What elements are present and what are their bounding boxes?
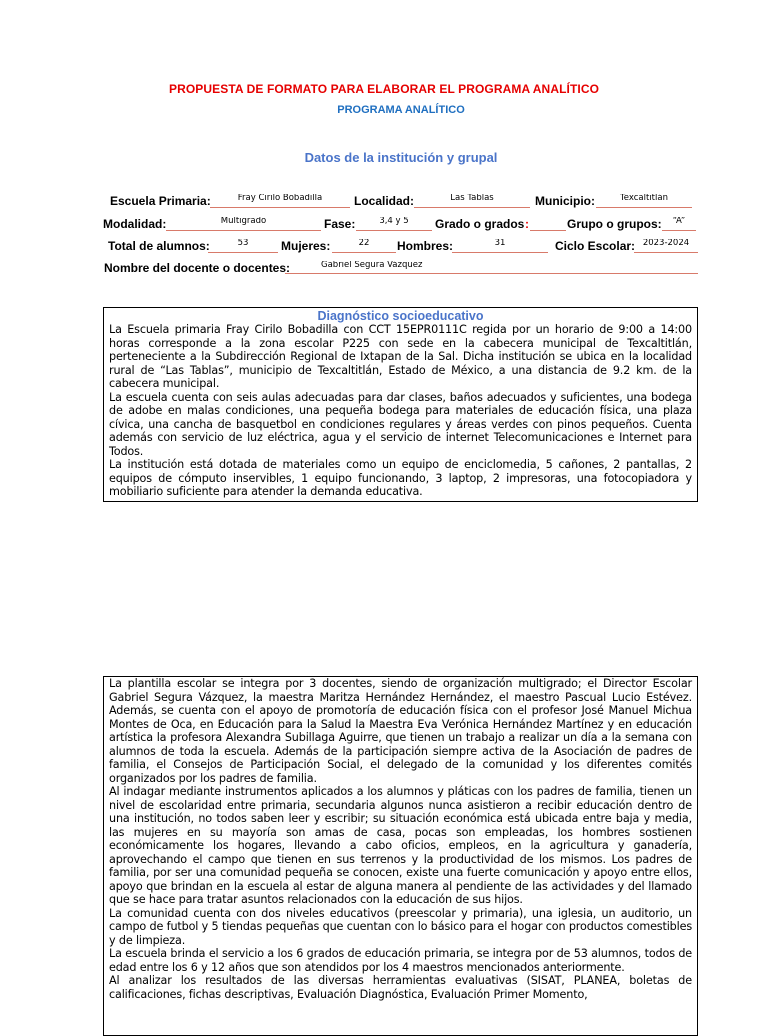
diagnostico-paragraph: La escuela cuenta con seis aulas adecuadas para dar clases, baños adecuados y suficientes, una bodega de adobe en malas condiciones, una pequeña bodega para materiales de educación física, una plaza cívica, una cancha de basquetbol en condiciones regulares y áreas verdes con pinos pequeños. Cuenta además con servicio de luz eléctrica, agua y el servicio de internet Telecomunicaciones e Internet para Todos. <box>109 390 692 458</box>
section-heading: Datos de la institución y grupal <box>304 150 498 165</box>
hombres-field[interactable]: 31 <box>452 239 548 253</box>
municipio-label: Municipio: <box>535 194 595 208</box>
continuacion-paragraph: Al indagar mediante instrumentos aplicados a los alumnos y pláticas con los padres de familia, tienen un nivel de escolaridad entre primaria, secundaria algunos nunca asistieron a recibir educación dentro de una institución, no todos saben leer y escribir; su situación económica está ubicada entre baja y media, las mujeres en su mayoría son amas de casa, pocas son empleadas, los hombres sostienen económicamente los hogares, llevando a cabo oficios, empleos, en la agricultura y ganadería, aprovechando el campo que tienen en sus terrenos y la productividad de los mismos. Los padres de familia, por ser una comunidad pequeña se conocen, existe una fuerte comunicación y apoyo entre ellos, apoyo que brindan en la escuela al estar de alguna manera al pendiente de las actividades y del llamado que se hace para tratar asuntos relacionados con la educación de sus hijos. <box>109 785 692 906</box>
diagnostico-title: Diagnóstico socioeducativo <box>317 309 484 323</box>
grado-field[interactable] <box>530 217 566 231</box>
municipio-field[interactable]: Texcaltitlán <box>596 194 692 208</box>
total-alumnos-label: Total de alumnos: <box>108 239 210 253</box>
proposal-title: PROPUESTA DE FORMATO PARA ELABORAR EL PROGRAMA ANALÍTICO <box>168 82 600 96</box>
continuacion-paragraph: Al analizar los resultados de las diversas herramientas evaluativas (SISAT, PLANEA, boletas de calificaciones, fichas descriptivas, Evaluación Diagnóstica, Evaluación Primer Momento, <box>109 974 692 1001</box>
program-title: PROGRAMA ANALÍTICO <box>337 104 465 116</box>
ciclo-field[interactable]: 2023-2024 <box>634 239 698 253</box>
fase-field[interactable]: 3,4 y 5 <box>356 217 432 231</box>
continuacion-paragraph: La plantilla escolar se integra por 3 docentes, siendo de organización multigrado; el Director Escolar Gabriel Segura Vázquez, la maestra Maritza Hernández Hernández, el maestro Pascual Lucio Estévez. Además, se cuenta con el apoyo de promotoría de educación física con el profesor José Manuel Michua Montes de Oca, en Educación para la Salud la Maestra Eva Verónica Hernández Martínez y en educación artística la profesora Alexandra Subillaga Aguirre, que tienen un trabajo a realizar un día a la semana con alumnos de toda la escuela. Además de la participación siempre activa de la Asociación de padres de familia, el Consejos de Participación Social, el delegado de la comunidad y los diferentes comités organizados por los padres de familia. <box>109 677 692 785</box>
continuacion-paragraph: La comunidad cuenta con dos niveles educativos (preescolar y primaria), una iglesia, un auditorio, un campo de futbol y 5 tiendas pequeñas que cuentan con lo básico para el hogar con productos comestibles y de limpieza. <box>109 906 692 947</box>
fase-label: Fase: <box>324 217 356 231</box>
form-row-1 <box>0 194 768 212</box>
hombres-label: Hombres: <box>397 239 454 253</box>
escuela-field[interactable]: Fray Cirilo Bobadilla <box>210 194 350 208</box>
form-row-2 <box>0 217 768 235</box>
escuela-label: Escuela Primaria: <box>110 194 211 208</box>
grupo-label: Grupo o grupos: <box>567 217 662 231</box>
grado-label: Grado o grados <box>435 217 525 231</box>
diagnostico-paragraph: La Escuela primaria Fray Cirilo Bobadilla con CCT 15EPR0111C regida por un horario de 9:00 a 14:00 horas corresponde a la zona escolar P225 con sede en la cabecera municipal de Texcaltitlán, perteneciente a la Subdirección Regional de Ixtapan de la Sal. Dicha institución se ubica en la localidad rural de “Las Tablas”, municipio de Texcaltitlán, Estado de México, a una distancia de 9.2 km. de la cabecera municipal. <box>109 323 692 390</box>
form-row-4 <box>0 261 768 279</box>
docente-label: Nombre del docente o docentes: <box>104 261 291 275</box>
diagnostico-paragraph: La institución está dotada de materiales como un equipo de enciclomedia, 5 cañones, 2 pantallas, 2 equipos de cómputo inservibles, 1 equipo funcionando, 3 laptop, 2 impresoras, una fotocopiadora y mobiliario suficiente para atender la demanda educativa. <box>109 458 692 498</box>
continuacion-paragraph: La escuela brinda el servicio a los 6 grados de educación primaria, se integra por de 53 alumnos, todos de edad entre los 6 y 12 años que son atendidos por los 4 maestros mencionados anteriormente. <box>109 947 692 974</box>
modalidad-field[interactable]: Multigrado <box>166 217 321 231</box>
grupo-field[interactable]: “A” <box>662 217 696 231</box>
continuacion-box <box>103 676 698 1036</box>
diagnostico-box <box>103 307 698 502</box>
ciclo-label: Ciclo Escolar: <box>555 239 636 253</box>
docente-field[interactable]: Gabriel Segura Vázquez <box>285 261 698 274</box>
localidad-label: Localidad: <box>354 194 415 208</box>
mujeres-field[interactable]: 22 <box>332 239 396 253</box>
grado-colon: : <box>525 217 529 231</box>
mujeres-label: Mujeres: <box>281 239 331 253</box>
form-row-3 <box>0 239 768 257</box>
modalidad-label: Modalidad: <box>103 217 167 231</box>
total-alumnos-field[interactable]: 53 <box>208 239 278 253</box>
localidad-field[interactable]: Las Tablas <box>414 194 530 208</box>
